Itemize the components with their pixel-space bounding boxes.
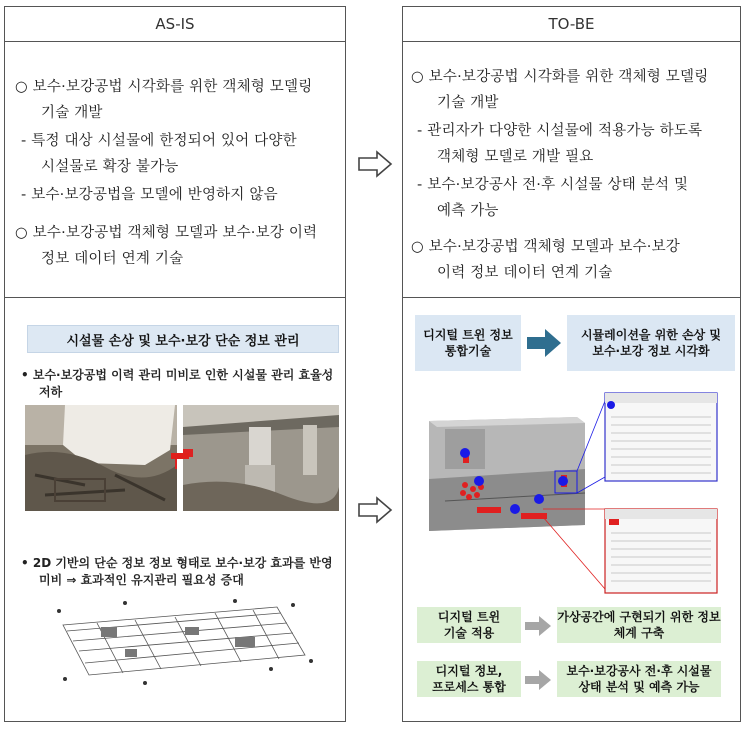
asis-bullet-1: • 보수·보강공법 이력 관리 미비로 인한 시설물 관리 효율성 저하	[21, 368, 334, 399]
arrow-right-icon	[525, 616, 553, 636]
damage-photo-image	[25, 405, 177, 511]
asis-text-section	[5, 41, 345, 298]
flow-right-1: 가상공간에 구현되기 위한 정보 체계 구축	[557, 607, 721, 643]
tobe-line: ○ 보수·보강공법 객체형 모델과 보수·보강	[411, 239, 681, 255]
3d-model-illustration	[425, 389, 737, 597]
flow-left-2: 디지털 정보, 프로세스 통합	[417, 661, 521, 697]
arrow-right-icon	[525, 670, 553, 690]
tobe-line: - 관리자가 다양한 시설물에 적용가능 하도록	[417, 123, 703, 139]
tobe-line: 예측 가능	[437, 203, 499, 219]
digital-twin-box: 디지털 트윈 정보 통합기술	[415, 315, 521, 371]
photo-link-marker	[171, 453, 189, 459]
arrow-right-icon	[527, 329, 563, 357]
simulation-box: 시뮬레이션을 위한 손상 및 보수·보강 정보 시각화	[567, 315, 735, 371]
tobe-line: 이력 정보 데이터 연계 기술	[437, 265, 613, 281]
tobe-header: TO-BE	[403, 7, 740, 42]
damage-photo	[25, 405, 177, 511]
asis-line: ○ 보수·보강공법 시각화를 위한 객체형 모델링	[15, 79, 313, 95]
asis-line: 기술 개발	[41, 105, 103, 121]
repair-photo-image	[183, 405, 339, 511]
2d-drawing	[45, 597, 321, 687]
tobe-line: 기술 개발	[437, 95, 499, 111]
asis-banner: 시설물 손상 및 보수·보강 단순 정보 관리	[27, 325, 339, 353]
asis-bullet-2: • 2D 기반의 단순 정보 정보 형태로 보수·보강 효과를 반영 미비 ⇒ 효과적인 유지관리 필요성 증대	[21, 556, 333, 587]
asis-line: - 보수·보강공법을 모델에 반영하지 않음	[21, 187, 278, 203]
asis-line: 시설물로 확장 불가능	[41, 159, 179, 175]
arrow-right-icon	[357, 496, 393, 524]
asis-panel	[4, 6, 346, 722]
arrow-right-icon	[357, 150, 393, 178]
tobe-panel	[402, 6, 741, 722]
2d-plan-drawing	[45, 597, 321, 687]
asis-line: 정보 데이터 연계 기술	[41, 251, 184, 267]
asis-line: ○ 보수·보강공법 객체형 모델과 보수·보강 이력	[15, 225, 318, 241]
flow-right-2: 보수·보강공사 전·후 시설물 상태 분석 및 예측 가능	[557, 661, 721, 697]
tobe-line: - 보수·보강공사 전·후 시설물 상태 분석 및	[417, 177, 689, 193]
tobe-line: 객체형 모델로 개발 필요	[437, 149, 594, 165]
tobe-line: ○ 보수·보강공법 시각화를 위한 객체형 모델링	[411, 69, 709, 85]
tobe-text-section	[403, 41, 740, 298]
asis-header: AS-IS	[5, 7, 345, 42]
flow-left-1: 디지털 트윈 기술 적용	[417, 607, 521, 643]
repair-photo	[183, 405, 339, 511]
asis-line: - 특정 대상 시설물에 한정되어 있어 다양한	[21, 133, 297, 149]
